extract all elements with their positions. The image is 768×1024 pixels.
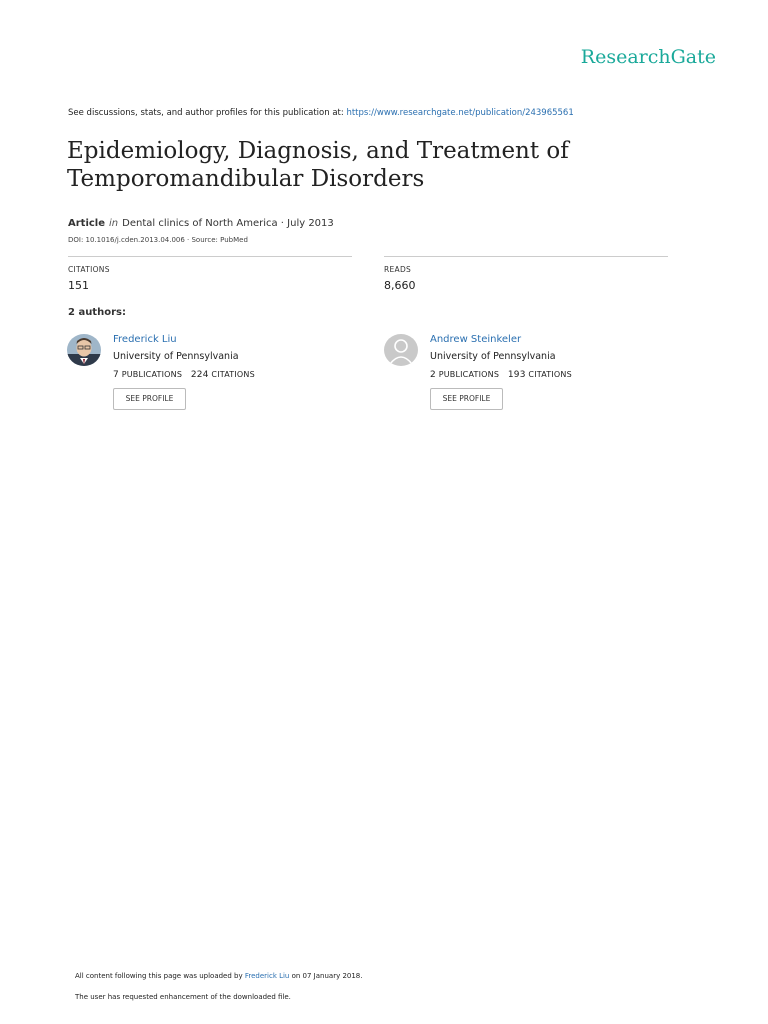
discussions-text: See discussions, stats, and author profiles for this publication at: <box>68 108 347 118</box>
upload-note-prefix: All content following this page was uploaded by <box>75 972 245 980</box>
researchgate-logo[interactable]: ResearchGate <box>580 46 716 68</box>
author-name-link[interactable]: Andrew Steinkeler <box>430 334 522 345</box>
author-citations-label: CITATIONS <box>211 370 255 379</box>
author-stats <box>113 370 255 380</box>
placeholder-person-icon[interactable] <box>384 334 418 366</box>
publication-meta <box>68 218 334 229</box>
author-institution: University of Pennsylvania <box>113 351 239 362</box>
author-publications-label: PUBLICATIONS <box>438 370 500 379</box>
reads-value: 8,660 <box>384 279 416 292</box>
discussions-line <box>68 108 574 118</box>
reads-stat <box>384 256 668 292</box>
citations-stat <box>68 256 352 292</box>
author-name-link[interactable]: Frederick Liu <box>113 334 177 345</box>
doi-source: DOI: 10.1016/j.cden.2013.04.006 · Source: PubMed <box>68 236 248 244</box>
publication-type: Article <box>68 218 106 229</box>
uploader-link[interactable]: Frederick Liu <box>244 972 290 980</box>
author-publications-count: 7 <box>113 370 119 380</box>
reads-label: READS <box>384 265 412 274</box>
in-label: in <box>109 218 119 229</box>
publication-url-link[interactable]: https://www.researchgate.net/publication/243965561 <box>346 108 574 118</box>
author-citations-label: CITATIONS <box>528 370 572 379</box>
citations-label: CITATIONS <box>68 265 110 274</box>
enhancement-note: The user has requested enhancement of the downloaded file. <box>75 993 291 1001</box>
author-card-andrew-steinkeler <box>384 334 684 414</box>
author-institution: University of Pennsylvania <box>430 351 556 362</box>
author-card-frederick-liu <box>67 334 367 414</box>
citations-value: 151 <box>68 279 89 292</box>
see-profile-button[interactable]: SEE PROFILE <box>113 388 186 410</box>
journal-date: Dental clinics of North America · July 2013 <box>122 218 334 229</box>
author-publications-count: 2 <box>430 370 436 380</box>
upload-note <box>75 972 362 980</box>
author-citations-count: 193 <box>507 370 526 380</box>
author-photo-avatar[interactable] <box>67 334 101 366</box>
author-stats <box>430 370 572 380</box>
author-citations-count: 224 <box>190 370 209 380</box>
author-publications-label: PUBLICATIONS <box>121 370 183 379</box>
authors-heading: 2 authors: <box>68 307 126 318</box>
publication-title: Epidemiology, Diagnosis, and Treatment of Temporomandibular Disorders <box>67 138 569 192</box>
upload-note-suffix: on 07 January 2018. <box>289 972 363 980</box>
see-profile-button[interactable]: SEE PROFILE <box>430 388 503 410</box>
